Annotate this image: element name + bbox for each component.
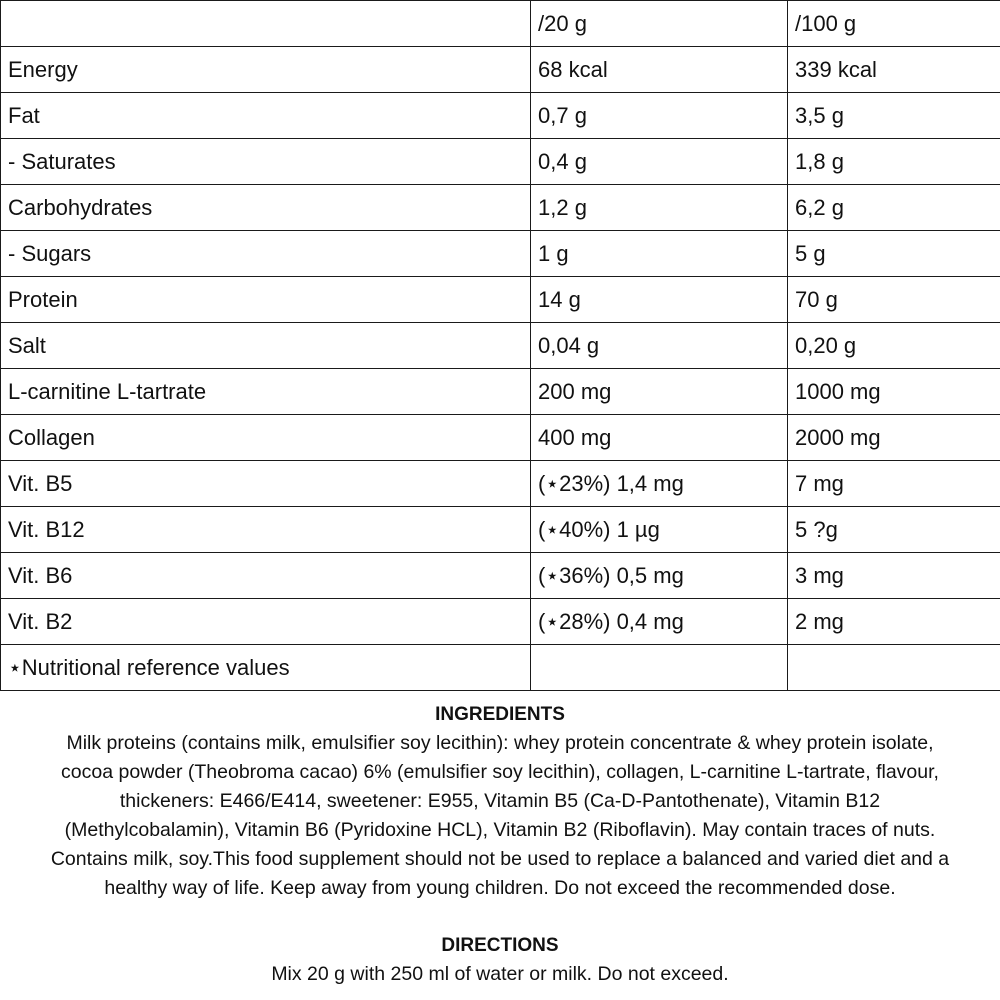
nutrition-table-body: [1, 1, 1000, 691]
table-row: [1, 461, 1000, 507]
table-row: [1, 93, 1000, 139]
table-row: [1, 645, 1000, 691]
nutrient-name-cell: Vit. B6: [1, 553, 531, 599]
per-20g-cell: 14 g: [531, 277, 788, 323]
nutrient-name-cell: Fat: [1, 93, 531, 139]
nutrient-name-cell: Collagen: [1, 415, 531, 461]
ingredients-section: [0, 700, 1000, 903]
per-20g-cell: 1 g: [531, 231, 788, 277]
per-100g-cell: 1000 mg: [788, 369, 1000, 415]
per-100g-cell: 3,5 g: [788, 93, 1000, 139]
per-20g-cell: 68 kcal: [531, 47, 788, 93]
nutrient-name-cell: Salt: [1, 323, 531, 369]
table-row: [1, 599, 1000, 645]
nutrient-name-cell: Vit. B5: [1, 461, 531, 507]
per-20g-cell: (⋆23%) 1,4 mg: [531, 461, 788, 507]
directions-heading: DIRECTIONS: [441, 935, 559, 956]
directions-section: [0, 931, 1000, 989]
per-100g-cell: 3 mg: [788, 553, 1000, 599]
nutrient-name-cell: ⋆Nutritional reference values: [1, 645, 531, 691]
per-20g-cell: 0,4 g: [531, 139, 788, 185]
header-cell-nutrient: [1, 1, 531, 47]
header-cell-per-20g: /20 g: [531, 1, 788, 47]
per-20g-cell: [531, 645, 788, 691]
nutrient-name-cell: L-carnitine L-tartrate: [1, 369, 531, 415]
table-row: [1, 323, 1000, 369]
per-100g-cell: 7 mg: [788, 461, 1000, 507]
nutrient-name-cell: Carbohydrates: [1, 185, 531, 231]
per-20g-cell: 0,7 g: [531, 93, 788, 139]
nutrient-name-cell: Vit. B2: [1, 599, 531, 645]
ingredients-line: (Methylcobalamin), Vitamin B6 (Pyridoxine HCL), Vitamin B2 (Riboflavin). May contain traces of nuts.: [64, 819, 936, 841]
per-100g-cell: 6,2 g: [788, 185, 1000, 231]
nutrient-name-cell: Vit. B12: [1, 507, 531, 553]
per-20g-cell: 200 mg: [531, 369, 788, 415]
per-100g-cell: 70 g: [788, 277, 1000, 323]
ingredients-line: thickeners: E466/E414, sweetener: E955, Vitamin B5 (Ca-D-Pantothenate), Vitamin B12: [119, 790, 881, 812]
directions-text: Mix 20 g with 250 ml of water or milk. Do not exceed.: [271, 963, 729, 985]
header-cell-per-100g: /100 g: [788, 1, 1000, 47]
nutrient-name-cell: Energy: [1, 47, 531, 93]
ingredients-heading: INGREDIENTS: [435, 704, 565, 725]
nutrient-name-cell: - Sugars: [1, 231, 531, 277]
table-row: [1, 553, 1000, 599]
table-row: [1, 185, 1000, 231]
per-100g-cell: 2000 mg: [788, 415, 1000, 461]
nutrient-name-cell: Protein: [1, 277, 531, 323]
per-20g-cell: (⋆36%) 0,5 mg: [531, 553, 788, 599]
table-row: [1, 47, 1000, 93]
ingredients-line: healthy way of life. Keep away from young children. Do not exceed the recommended dose.: [104, 877, 896, 899]
per-20g-cell: 0,04 g: [531, 323, 788, 369]
table-row: [1, 415, 1000, 461]
ingredients-line: cocoa powder (Theobroma cacao) 6% (emulsifier soy lecithin), collagen, L-carnitine L-tartrate, flavour,: [61, 761, 939, 783]
table-row: [1, 231, 1000, 277]
per-20g-cell: (⋆40%) 1 µg: [531, 507, 788, 553]
ingredients-line: Milk proteins (contains milk, emulsifier soy lecithin): whey protein concentrate & whey protein isolate,: [66, 732, 934, 754]
ingredients-line: Contains milk, soy.This food supplement should not be used to replace a balanced and varied diet and a: [50, 848, 950, 870]
ingredients-text: [0, 729, 1000, 903]
table-row: [1, 277, 1000, 323]
per-20g-cell: 1,2 g: [531, 185, 788, 231]
per-20g-cell: 400 mg: [531, 415, 788, 461]
per-100g-cell: 2 mg: [788, 599, 1000, 645]
per-100g-cell: [788, 645, 1000, 691]
table-row: [1, 507, 1000, 553]
table-header-row: [1, 1, 1000, 47]
table-row: [1, 369, 1000, 415]
table-row: [1, 139, 1000, 185]
per-100g-cell: 339 kcal: [788, 47, 1000, 93]
nutrient-name-cell: - Saturates: [1, 139, 531, 185]
per-20g-cell: (⋆28%) 0,4 mg: [531, 599, 788, 645]
per-100g-cell: 1,8 g: [788, 139, 1000, 185]
per-100g-cell: 5 g: [788, 231, 1000, 277]
per-100g-cell: 0,20 g: [788, 323, 1000, 369]
per-100g-cell: 5 ?g: [788, 507, 1000, 553]
